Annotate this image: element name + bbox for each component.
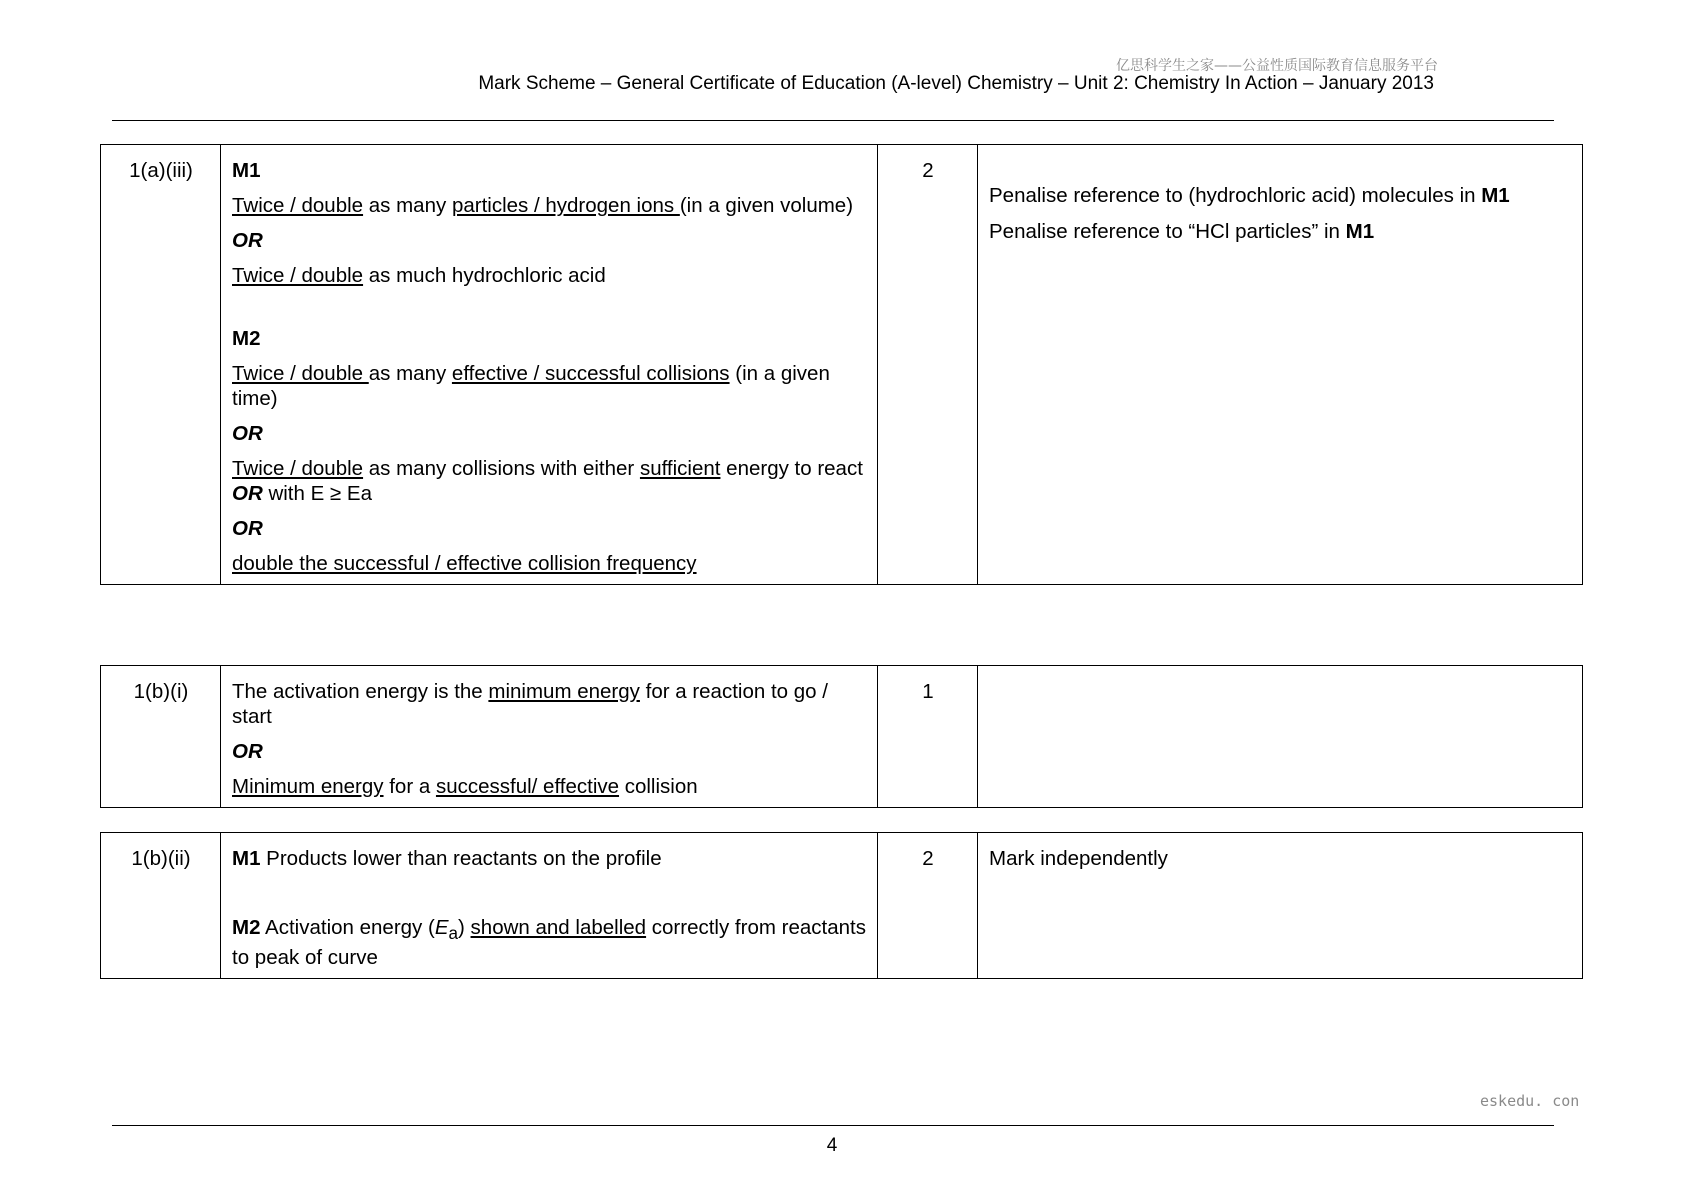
- comments-cell: [978, 833, 1583, 979]
- answer-line: double the successful / effective collision frequency: [232, 552, 697, 575]
- comment-line: Penalise reference to (hydrochloric acid) molecules in M1: [989, 184, 1510, 207]
- answer-line: M2 Activation energy $(E_a)$ shown and labelled correctly from reactants to peak of curve: [232, 916, 866, 969]
- document-header-title: Mark Scheme – General Certificate of Education (A-level) Chemistry – Unit 2: Chemistry In Action – January 2013: [478, 73, 1434, 94]
- comment-line: Mark independently: [989, 847, 1168, 870]
- question-number: 1(a)(iii): [101, 145, 221, 585]
- or-separator: OR: [232, 517, 263, 540]
- marks-cell: 2: [878, 145, 978, 585]
- answer-cell: [221, 666, 878, 808]
- or-separator: OR: [232, 422, 263, 445]
- watermark-bottom: eskedu. con: [1480, 1092, 1580, 1110]
- marks-cell: 2: [878, 833, 978, 979]
- comments-cell: [978, 145, 1583, 585]
- answer-cell: [221, 833, 878, 979]
- or-separator: OR: [232, 740, 263, 763]
- table-row: [101, 666, 1583, 808]
- mark-scheme-table-1a-iii: [100, 144, 1583, 585]
- answer-cell: [221, 145, 878, 585]
- marks-cell: 1: [878, 666, 978, 808]
- question-number: 1(b)(i): [101, 666, 221, 808]
- answer-line: Twice / double as many effective / successful collisions (in a given time): [232, 362, 830, 410]
- page-number: 4: [826, 1135, 838, 1156]
- answer-line: Twice / double as much hydrochloric acid: [232, 264, 606, 287]
- answer-line: Twice / double as many collisions with either sufficient energy to react OR with E ≥ Ea: [232, 457, 863, 505]
- mark-scheme-table-1b-i: [100, 665, 1583, 808]
- footer-divider: [112, 1125, 1554, 1126]
- comments-cell: [978, 666, 1583, 808]
- m2-heading: M2: [232, 327, 261, 350]
- m1-heading: M1: [232, 159, 261, 182]
- answer-line: M1 Products lower than reactants on the profile: [232, 847, 662, 870]
- mark-scheme-table-1b-ii: [100, 832, 1583, 979]
- header-divider: [112, 120, 1554, 121]
- table-row: [101, 145, 1583, 585]
- answer-line: The activation energy is the minimum energy for a reaction to go / start: [232, 680, 828, 728]
- question-number: 1(b)(ii): [101, 833, 221, 979]
- answer-line: Twice / double as many particles / hydrogen ions (in a given volume): [232, 194, 854, 217]
- watermark-top: 亿思科学生之家——公益性质国际教育信息服务平台: [1116, 58, 1438, 74]
- or-separator: OR: [232, 229, 263, 252]
- comment-line: Penalise reference to “HCl particles” in M1: [989, 220, 1375, 243]
- answer-line: Minimum energy for a successful/ effective collision: [232, 775, 698, 798]
- table-row: [101, 833, 1583, 979]
